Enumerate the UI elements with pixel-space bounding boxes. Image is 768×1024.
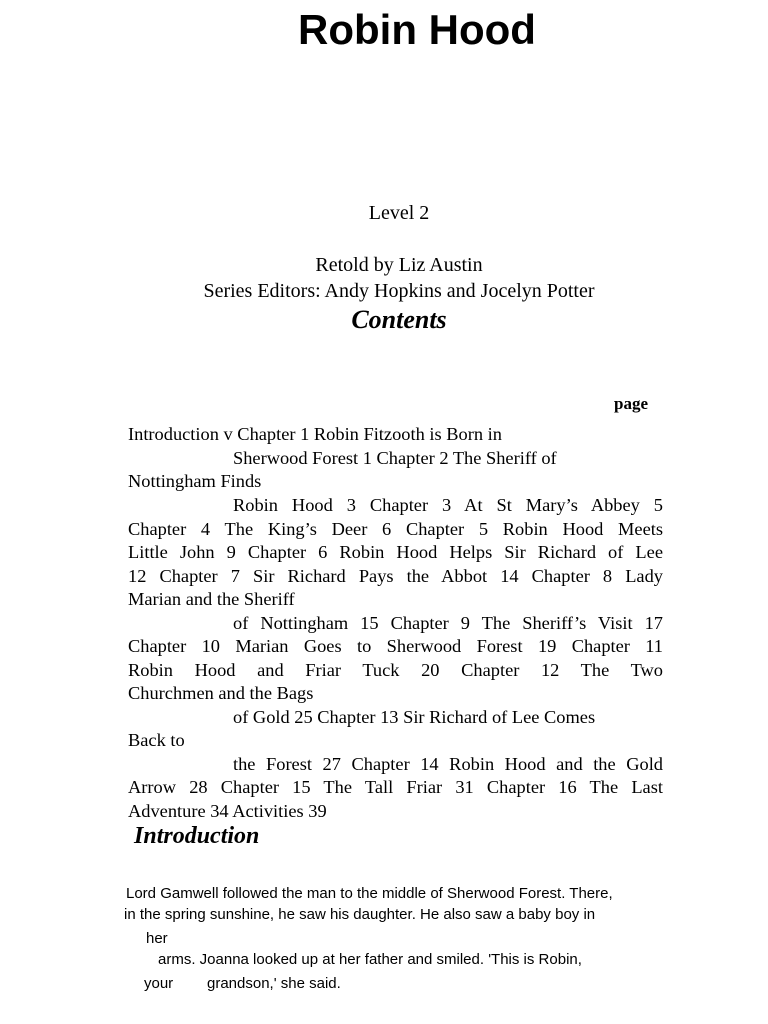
retold-by: Retold by Liz Austin xyxy=(315,254,483,276)
toc-line: 12 Chapter 7 Sir Richard Pays the Abbot 14 Chapter 8 Lady xyxy=(128,566,663,586)
level-label: Level 2 xyxy=(368,202,430,224)
page-column-label: page xyxy=(614,394,648,413)
toc-line: Introduction v Chapter 1 Robin Fitzooth is Born in xyxy=(128,424,502,444)
toc-line: of Gold 25 Chapter 13 Sir Richard of Lee Comes xyxy=(233,707,596,727)
intro-line: her xyxy=(146,930,168,947)
book-title: Robin Hood xyxy=(298,6,536,53)
toc-line: Sherwood Forest 1 Chapter 2 The Sheriff of xyxy=(233,448,557,468)
toc-line: Arrow 28 Chapter 15 The Tall Friar 31 Chapter 16 The Last xyxy=(128,777,663,797)
introduction-heading: Introduction xyxy=(134,823,260,849)
intro-line: in the spring sunshine, he saw his daughter. He also saw a baby boy in xyxy=(124,906,596,923)
toc-line: Chapter 10 Marian Goes to Sherwood Forest 19 Chapter 11 xyxy=(128,636,663,656)
intro-line: Lord Gamwell followed the man to the middle of Sherwood Forest. There, xyxy=(126,885,613,902)
toc-line: Chapter 4 The King’s Deer 6 Chapter 5 Robin Hood Meets xyxy=(128,519,663,539)
toc-line: of Nottingham 15 Chapter 9 The Sheriff’s Visit 17 xyxy=(233,613,663,633)
contents-heading: Contents xyxy=(351,305,447,334)
toc-line: Nottingham Finds xyxy=(128,471,262,491)
toc-line: Back to xyxy=(128,730,185,750)
toc-line: Robin Hood and Friar Tuck 20 Chapter 12 The Two xyxy=(128,660,663,680)
toc-line: Little John 9 Chapter 6 Robin Hood Helps Sir Richard of Lee xyxy=(128,542,663,562)
intro-line: arms. Joanna looked up at her father and smiled. 'This is Robin, xyxy=(158,951,582,968)
toc-line: Marian and the Sheriff xyxy=(128,589,295,609)
intro-line: grandson,' she said. xyxy=(207,975,341,992)
intro-line: your xyxy=(144,975,174,992)
toc-line: Adventure 34 Activities 39 xyxy=(128,801,327,821)
toc-line: Churchmen and the Bags xyxy=(128,683,314,703)
toc-line: Robin Hood 3 Chapter 3 At St Mary’s Abbey 5 xyxy=(233,495,663,515)
toc-line: the Forest 27 Chapter 14 Robin Hood and the Gold xyxy=(233,754,663,774)
series-editors: Series Editors: Andy Hopkins and Jocelyn Potter xyxy=(203,280,595,302)
